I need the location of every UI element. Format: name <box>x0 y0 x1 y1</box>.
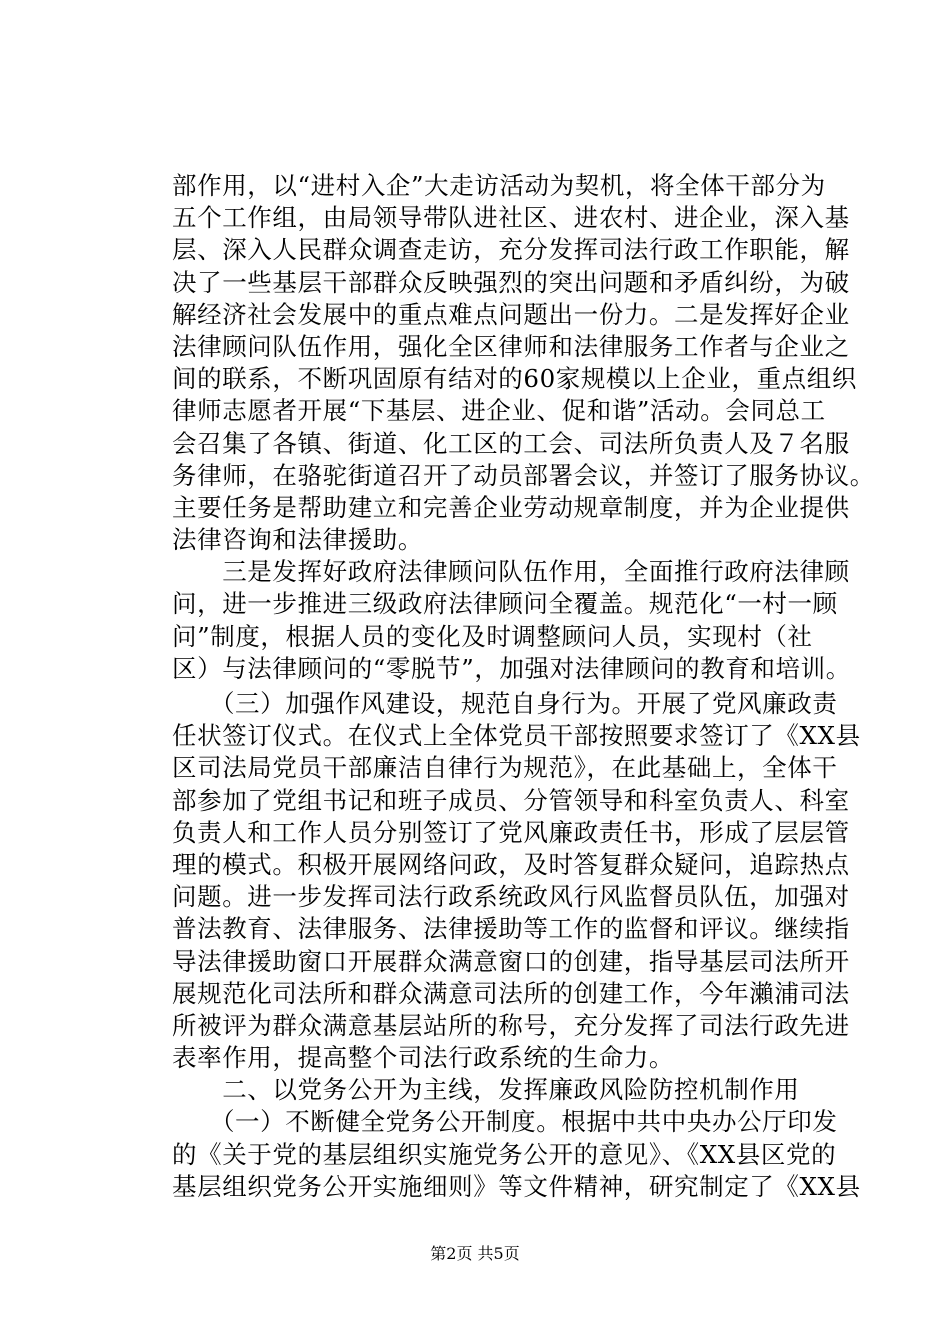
page-number-footer: 第2页 共5页 <box>430 1244 520 1263</box>
text-line: 表率作用，提高整个司法行政系统的生命力。 <box>172 1043 674 1073</box>
text-line: 区）与法律顾问的“零脱节”，加强对法律顾问的教育和培训。 <box>172 653 851 683</box>
text-line: 会召集了各镇、街道、化工区的工会、司法所负责人及７名服 <box>172 428 850 458</box>
paragraph-block-1 <box>172 170 875 685</box>
text-line: 的《关于党的基层组织实施党务公开的意见》、《XX县区党的 <box>172 1139 837 1169</box>
text-line: 务律师，在骆驼街道召开了动员部署会议，并签订了服务协议。 <box>172 460 875 490</box>
text-line: 任状签订仪式。在仪式上全体党员干部按照要求签订了《XX县 <box>172 721 861 751</box>
text-line: 所被评为群众满意基层站所的称号，充分发挥了司法行政先进 <box>172 1010 850 1040</box>
text-line: 部参加了党组书记和班子成员、分管领导和科室负责人、科室 <box>172 785 850 815</box>
text-line: 问”制度，根据人员的变化及时调整顾问人员，实现村（社 <box>172 621 813 651</box>
text-line: 理的模式。积极开展网络问政，及时答复群众疑问，追踪热点 <box>172 849 850 879</box>
text-line: 律师志愿者开展“下基层、进企业、促和谐”活动。会同总工 <box>172 396 826 426</box>
text-line: 区司法局党员干部廉洁自律行为规范》，在此基础上，全体干 <box>172 753 838 783</box>
text-line: 基层组织党务公开实施细则》等文件精神，研究制定了《XX县 <box>172 1171 861 1201</box>
text-line: 展规范化司法所和群众满意司法所的创建工作，今年瀨浦司法 <box>172 978 850 1008</box>
text-line: 决了一些基层干部群众反映强烈的突出问题和矛盾纠纷，为破 <box>172 267 850 297</box>
text-line: 问，进一步推进三级政府法律顾问全覆盖。规范化“一村一顾 <box>172 589 838 619</box>
text-line: 五个工作组，由局领导带队进社区、进农村、进企业，深入基 <box>172 203 850 233</box>
text-line: 间的联系，不断巩固原有结对的60家规模以上企业，重点组织 <box>172 364 857 394</box>
text-line: 层、深入人民群众调查走访，充分发挥司法行政工作职能，解 <box>172 235 850 265</box>
text-line: 部作用，以“进村入企”大走访活动为契机，将全体干部分为 <box>172 171 826 200</box>
text-line: 三是发挥好政府法律顾问队伍作用，全面推行政府法律顾 <box>172 557 850 587</box>
text-line: 负责人和工作人员分别签订了党风廉政责任书，形成了层层管 <box>172 817 850 847</box>
text-line: 普法教育、法律服务、法律援助等工作的监督和评议。继续指 <box>172 914 850 944</box>
text-line: 主要任务是帮助建立和完善企业劳动规章制度，并为企业提供 <box>172 492 850 522</box>
text-line: 法律顾问队伍作用，强化全区律师和法律服务工作者与企业之 <box>172 331 850 361</box>
text-line: 问题。进一步发挥司法行政系统政风行风监督员队伍，加强对 <box>172 882 850 912</box>
text-line: 法律咨询和法律援助。 <box>172 525 423 555</box>
text-line: 解经济社会发展中的重点难点问题出一份力。二是发挥好企业 <box>172 299 850 329</box>
text-line: 二、以党务公开为主线，发挥廉政风险防控机制作用 <box>172 1075 800 1105</box>
paragraph-block-2 <box>172 688 861 1203</box>
text-line: 导法律援助窗口开展群众满意窗口的创建，指导基层司法所开 <box>172 946 850 976</box>
text-line: （三）加强作风建设，规范自身行为。开展了党风廉政责 <box>172 689 838 718</box>
text-line: （一）不断健全党务公开制度。根据中共中央办公厅印发 <box>172 1107 838 1137</box>
